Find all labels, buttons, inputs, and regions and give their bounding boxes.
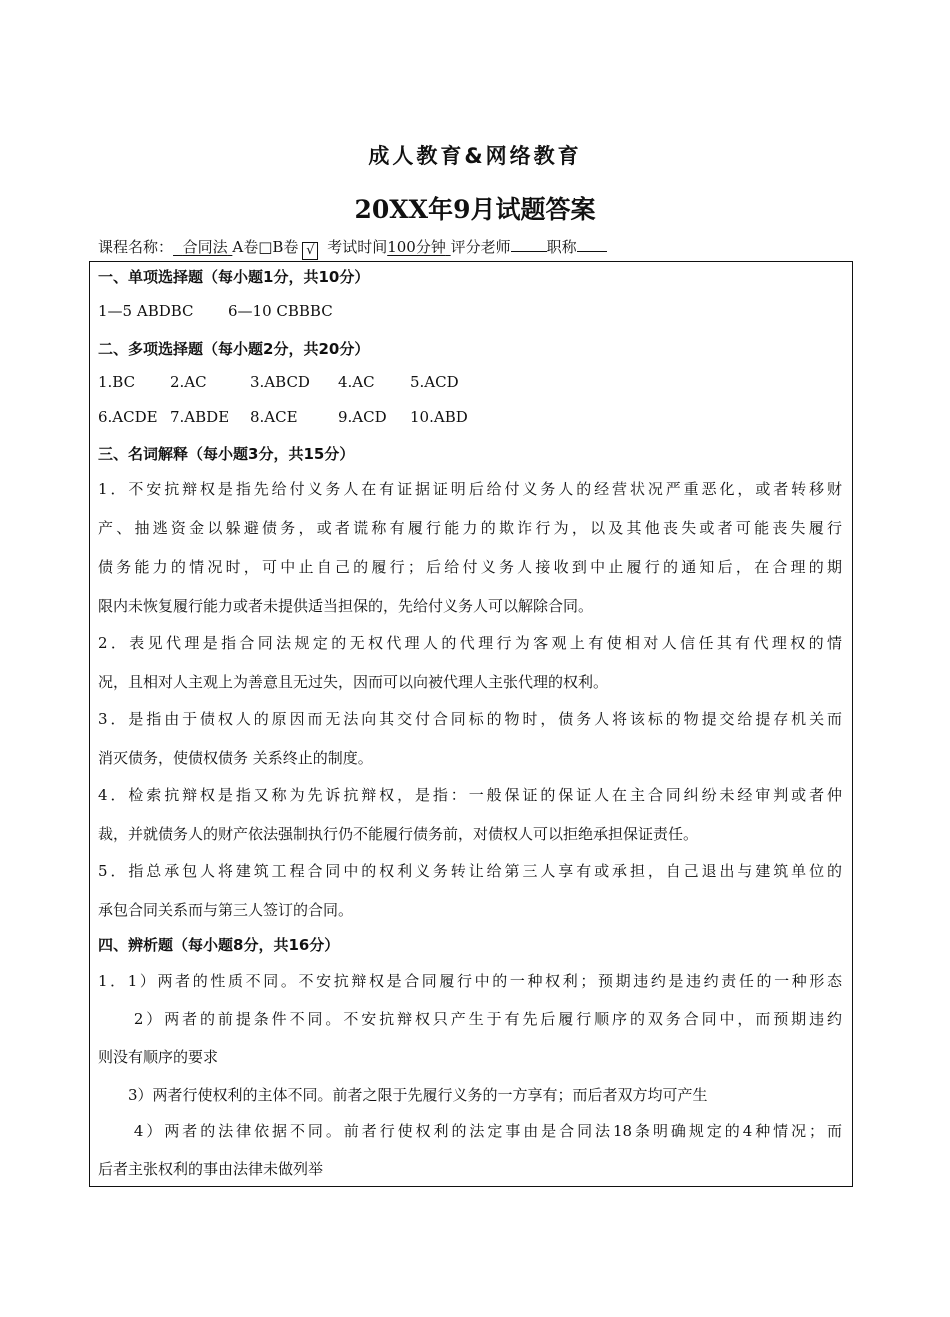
answer-box (89, 261, 853, 1187)
answer-item: 1—5 ABDBC (98, 302, 194, 320)
exam-time-value: 100分钟 (387, 238, 446, 256)
text-line: 承包合同关系而与第三人签订的合同。 (98, 901, 354, 919)
text-line: 消灭债务，使债权债务 关系终止的制度。 (98, 749, 373, 767)
title-blank (577, 237, 607, 252)
course-label: 课程名称： (98, 238, 174, 256)
answer-item: 6.ACDE (98, 408, 158, 426)
answer-item: 5.ACD (410, 373, 459, 391)
paper-b-checkbox: √ (302, 242, 318, 260)
text-line: 5．指总承包人将建筑工程合同中的权利义务转让给第三人享有或承担，自己退出与建筑单位的 (98, 862, 842, 880)
grader-label: 评分老师 (450, 238, 511, 256)
answer-row (98, 408, 842, 426)
title-label: 职称 (546, 238, 577, 256)
course-info-line (98, 236, 858, 260)
answer-item: 10.ABD (410, 408, 468, 426)
paper-a-checkbox: □ (258, 238, 273, 256)
course-name: 合同法 (182, 238, 228, 256)
answer-item: 4.AC (338, 373, 375, 391)
text-line: 1．1）两者的性质不同。不安抗辩权是合同履行中的一种权利；预期违约是违约责任的一种形态 (98, 972, 842, 990)
org-title: 成人教育&网络教育 (368, 144, 582, 168)
answer-row (98, 373, 842, 391)
text-line: 后者主张权利的事由法律未做列举 (98, 1160, 324, 1178)
text-line: 4．检索抗辩权是指又称为先诉抗辩权，是指：一般保证的保证人在主合同纠纷未经审判或者仲 (98, 786, 842, 804)
answer-item: 3.ABCD (250, 373, 310, 391)
text-line: 产、抽逃资金以躲避债务，或者谎称有履行能力的欺诈行为，以及其他丧失或者可能丧失履行 (98, 519, 842, 537)
answer-item: 6—10 CBBBC (228, 302, 333, 320)
text-line: 2）两者的前提条件不同。不安抗辩权只产生于有先后履行顺序的双务合同中，而预期违约 (98, 1010, 842, 1028)
section-heading: 二、多项选择题（每小题2分，共20分） (98, 340, 370, 358)
answer-row (98, 302, 842, 320)
answer-item: 8.ACE (250, 408, 298, 426)
answer-item: 1.BC (98, 373, 136, 391)
section-heading: 三、名词解释（每小题3分，共15分） (98, 445, 355, 463)
text-line: 1．不安抗辩权是指先给付义务人在有证据证明后给付义务人的经营状况严重恶化，或者转移财 (98, 480, 842, 498)
grader-blank (511, 237, 547, 252)
text-line: 则没有顺序的要求 (98, 1048, 219, 1066)
text-line: 3）两者行使权利的主体不同。前者之限于先履行义务的一方享有；而后者双方均可产生 (98, 1086, 708, 1104)
answer-item: 9.ACD (338, 408, 387, 426)
text-line: 况，且相对人主观上为善意且无过失，因而可以向被代理人主张代理的权利。 (98, 673, 609, 691)
text-line: 4）两者的法律依据不同。前者行使权利的法定事由是合同法18条明确规定的4种情况；而 (98, 1122, 842, 1140)
text-line: 裁，并就债务人的财产依法强制执行仍不能履行债务前，对债权人可以拒绝承担保证责任。 (98, 825, 699, 843)
text-line: 3．是指由于债权人的原因而无法向其交付合同标的物时，债务人将该标的物提交给提存机关而 (98, 710, 842, 728)
exam-time-label: 考试时间 (327, 238, 388, 256)
answer-item: 7.ABDE (170, 408, 230, 426)
section-heading: 四、辨析题（每小题8分，共16分） (98, 936, 340, 954)
section-heading: 一、单项选择题（每小题1分，共10分） (98, 268, 370, 286)
paper-b-label: B卷 (272, 238, 299, 256)
text-line: 债务能力的情况时，可中止自己的履行；后给付义务人接收到中止履行的通知后，在合理的期 (98, 558, 842, 576)
text-line: 限内未恢复履行能力或者未提供适当担保的，先给付义务人可以解除合同。 (98, 597, 594, 615)
page-title: 20XX年9月试题答案 (354, 195, 596, 224)
answer-item: 2.AC (170, 373, 207, 391)
text-line: 2．表见代理是指合同法规定的无权代理人的代理行为客观上有使相对人信任其有代理权的情 (98, 634, 842, 652)
paper-a-label: A卷 (232, 238, 259, 256)
